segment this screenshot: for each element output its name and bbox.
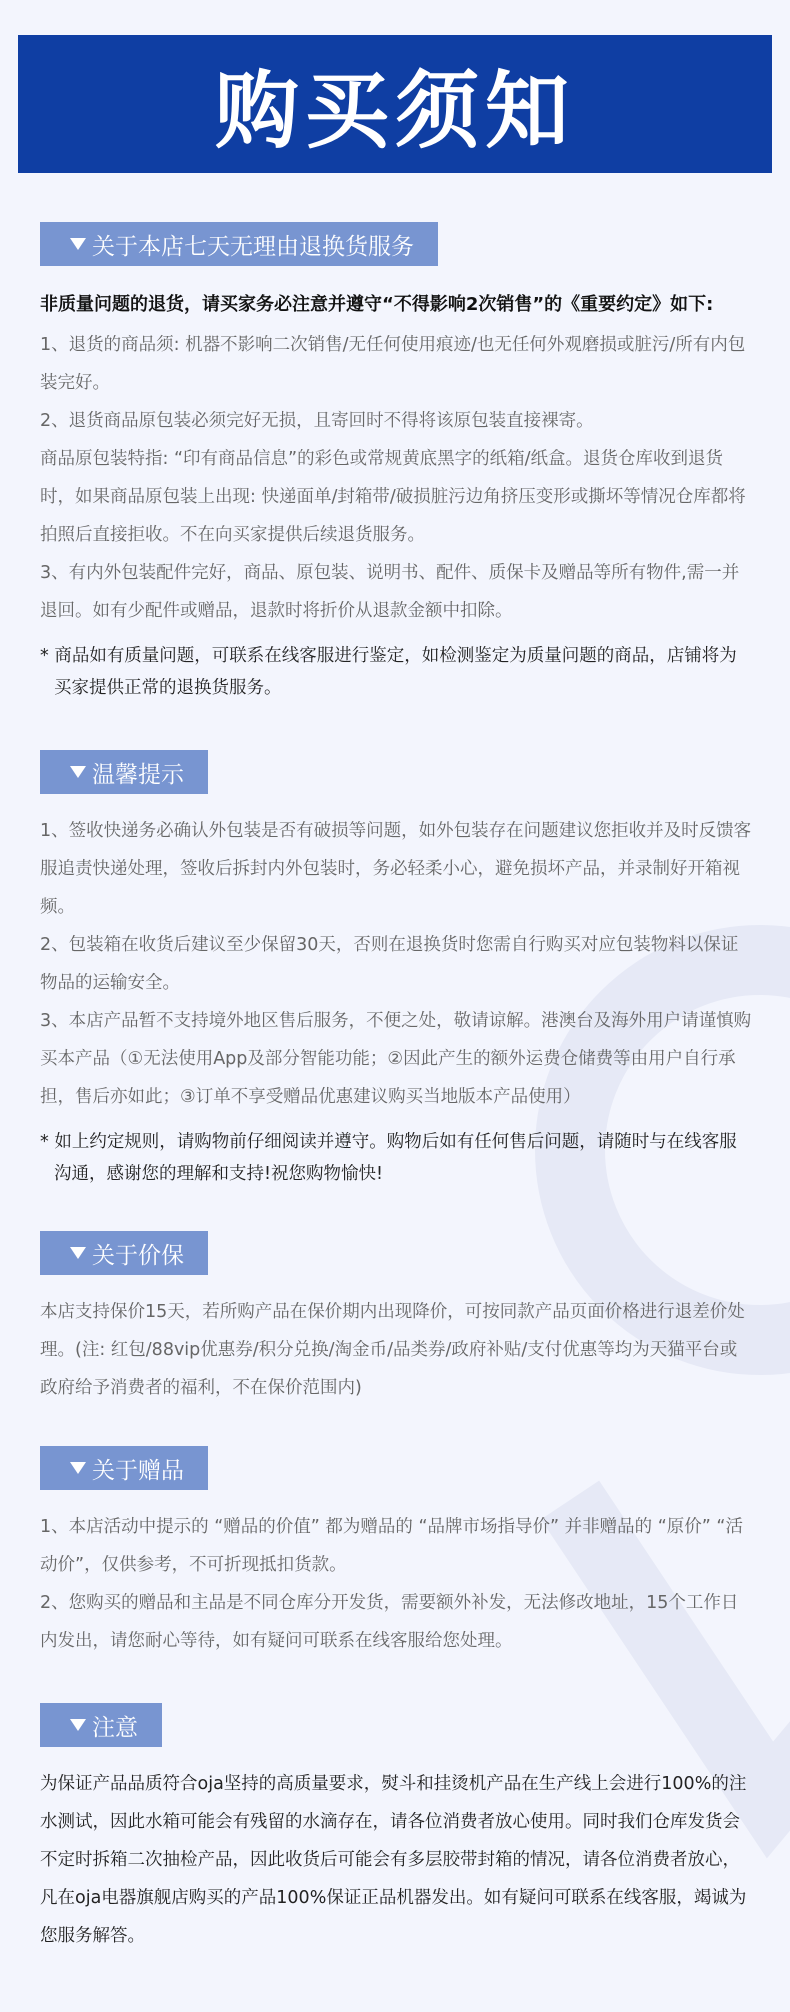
paragraph: 1、本店活动中提示的 “赠品的价值” 都为赠品的 “品牌市场指导价” 并非赠品的 “原价” “活动价”，仅供参考，不可折现抵扣货款。 — [40, 1517, 743, 1575]
section-price-protection — [40, 1231, 752, 1407]
section-note: * 商品如有质量问题，可联系在线客服进行鉴定，如检测鉴定为质量问题的商品，店铺将为买家提供正常的退换货服务。 — [40, 646, 737, 698]
paragraph: 1、签收快递务必确认外包装是否有破损等问题，如外包装存在问题建议您拒收并及时反馈客服追责快递处理，签收后拆封内外包装时，务必轻柔小心，避免损坏产品，并录制好开箱视频。 — [40, 821, 752, 917]
section-notice — [40, 1703, 752, 1955]
section-tag — [40, 1446, 208, 1490]
section-tag-label: 关于价保 — [92, 1242, 184, 1269]
paragraph: 商品原包装特指: “印有商品信息”的彩色或常规黄底黑字的纸箱/纸盒。退货仓库收到退货时，如果商品原包装上出现: 快递面单/封箱带/破损脏污边角挤压变形或撕坏等情况仓库都将拍照后直接拒收。不在向买家提供后续退货服务。 — [40, 449, 746, 545]
section-tag — [40, 1703, 162, 1747]
section-tag-label: 注意 — [92, 1714, 138, 1741]
paragraph: 2、退货商品原包装必须完好无损，且寄回时不得将该原包装直接裸寄。 — [40, 411, 594, 431]
section-note: * 如上约定规则，请购物前仔细阅读并遵守。购物后如有任何售后问题，请随时与在线客服沟通，感谢您的理解和支持!祝您购物愉快! — [40, 1132, 737, 1184]
section-tag-label: 关于本店七天无理由退换货服务 — [92, 233, 414, 260]
section-tips — [40, 750, 752, 1190]
paragraph: 3、有内外包装配件完好，商品、原包装、说明书、配件、质保卡及赠品等所有物件,需一并退回。如有少配件或赠品，退款时将折价从退款金额中扣除。 — [40, 563, 740, 621]
section-gifts — [40, 1446, 752, 1660]
paragraph: 为保证产品品质符合oja坚持的高质量要求，熨斗和挂烫机产品在生产线上会进行100%的注水测试，因此水箱可能会有残留的水滴存在，请各位消费者放心使用。同时我们仓库发货会不定时拆箱二次抽检产品，因此收货后可能会有多层胶带封箱的情况，请各位消费者放心，凡在oja电器旗舰店购买的产品100%保证正品机器发出。如有疑问可联系在线客服，竭诚为您服务解答。 — [40, 1774, 747, 1946]
triangle-down-icon — [70, 1719, 86, 1731]
triangle-down-icon — [70, 766, 86, 778]
paragraph: 2、包装箱在收货后建议至少保留30天，否则在退换货时您需自行购买对应包装物料以保证物品的运输安全。 — [40, 935, 739, 993]
section-tag-label: 温馨提示 — [92, 761, 184, 788]
section-tag — [40, 750, 208, 794]
triangle-down-icon — [70, 238, 86, 250]
section-tag-label: 关于赠品 — [92, 1457, 184, 1484]
page-header — [18, 35, 772, 173]
paragraph: 本店支持保价15天，若所购产品在保价期内出现降价，可按同款产品页面价格进行退差价处理。(注: 红包/88vip优惠券/积分兑换/淘金币/品类券/政府补贴/支付优惠等均为天猫平台或政府给予消费者的福利，不在保价范围内) — [40, 1302, 745, 1398]
paragraph: 2、您购买的赠品和主品是不同仓库分开发货，需要额外补发，无法修改地址，15个工作日内发出，请您耐心等待，如有疑问可联系在线客服给您处理。 — [40, 1593, 739, 1651]
section-lead: 非质量问题的退货，请买家务必注意并遵守“不得影响2次销售”的《重要约定》如下: — [40, 294, 714, 315]
paragraph: 3、本店产品暂不支持境外地区售后服务，不便之处，敬请谅解。港澳台及海外用户请谨慎购买本产品（①无法使用App及部分智能功能；②因此产生的额外运费仓储费等由用户自行承担，售后亦如此；③订单不享受赠品优惠建议购买当地版本产品使用） — [40, 1011, 752, 1107]
section-tag — [40, 222, 438, 266]
paragraph: 1、退货的商品须: 机器不影响二次销售/无任何使用痕迹/也无任何外观磨损或脏污/所有内包装完好。 — [40, 335, 746, 393]
page-title: 购买须知 — [214, 61, 575, 160]
triangle-down-icon — [70, 1247, 86, 1259]
section-return-policy — [40, 222, 752, 704]
triangle-down-icon — [70, 1462, 86, 1474]
section-tag — [40, 1231, 208, 1275]
